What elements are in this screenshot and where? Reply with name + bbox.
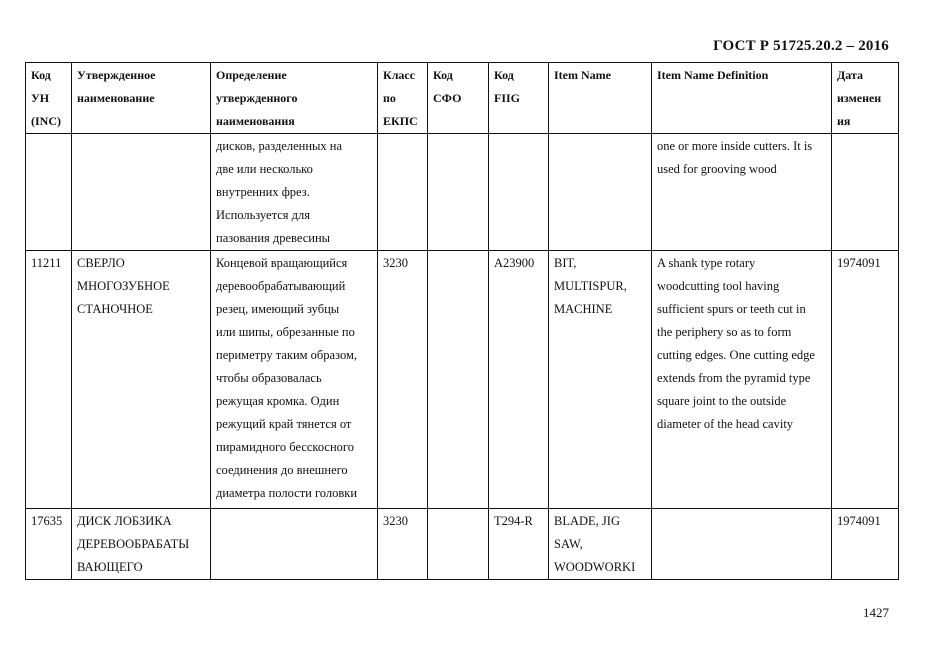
col-header-ekps-class: Класс по ЕКПС — [378, 63, 428, 134]
cell-fiig-code: T294-R — [489, 509, 549, 580]
cell-sfo-code — [428, 251, 489, 509]
cell-sfo-code — [428, 134, 489, 251]
cell-change-date: 1974091 — [832, 509, 899, 580]
col-header-item-name: Item Name — [549, 63, 652, 134]
cell-item-name: BIT, MULTISPUR, MACHINE — [549, 251, 652, 509]
cell-fiig-code — [489, 134, 549, 251]
cell-inc: 17635 — [26, 509, 72, 580]
col-header-inc: Код УН (INC) — [26, 63, 72, 134]
table-row — [26, 251, 899, 509]
cell-definition: дисков, разделенных на две или несколько внутренних фрез. Используется для пазования древесины — [211, 134, 378, 251]
cell-fiig-code: A23900 — [489, 251, 549, 509]
table-header-row — [26, 63, 899, 134]
col-header-definition: Определение утвержденного наименования — [211, 63, 378, 134]
catalog-table — [25, 62, 899, 580]
document-code: ГОСТ Р 51725.20.2 – 2016 — [713, 38, 889, 54]
cell-item-name — [549, 134, 652, 251]
table-row — [26, 134, 899, 251]
cell-change-date — [832, 134, 899, 251]
cell-approved-name — [72, 134, 211, 251]
cell-approved-name: СВЕРЛО МНОГОЗУБНОЕ СТАНОЧНОЕ — [72, 251, 211, 509]
cell-definition — [211, 509, 378, 580]
cell-change-date: 1974091 — [832, 251, 899, 509]
cell-item-name-definition: one or more inside cutters. It is used for grooving wood — [652, 134, 832, 251]
col-header-item-name-definition: Item Name Definition — [652, 63, 832, 134]
cell-inc — [26, 134, 72, 251]
cell-item-name-definition — [652, 509, 832, 580]
col-header-fiig-code: Код FIIG — [489, 63, 549, 134]
cell-item-name: BLADE, JIG SAW, WOODWORKI — [549, 509, 652, 580]
cell-ekps-class — [378, 134, 428, 251]
cell-sfo-code — [428, 509, 489, 580]
cell-definition: Концевой вращающийся деревообрабатывающий резец, имеющий зубцы или шипы, обрезанные по периметру таким образом, чтобы образовалась режущая кромка. Один режущий край тянется от пирамидного бесскосного соединения до внешнего диаметра полости головки — [211, 251, 378, 509]
cell-ekps-class: 3230 — [378, 509, 428, 580]
cell-item-name-definition: A shank type rotary woodcutting tool having sufficient spurs or teeth cut in the periphery so as to form cutting edges. One cutting edge extends from the pyramid type square joint to the outside diameter of the head cavity — [652, 251, 832, 509]
col-header-change-date: Дата изменен ия — [832, 63, 899, 134]
cell-inc: 11211 — [26, 251, 72, 509]
cell-ekps-class: 3230 — [378, 251, 428, 509]
cell-approved-name: ДИСК ЛОБЗИКА ДЕРЕВООБРАБАТЫ ВАЮЩЕГО — [72, 509, 211, 580]
col-header-approved-name: Утвержденное наименование — [72, 63, 211, 134]
page-number: 1427 — [863, 605, 889, 620]
table-row — [26, 509, 899, 580]
col-header-sfo-code: Код СФО — [428, 63, 489, 134]
